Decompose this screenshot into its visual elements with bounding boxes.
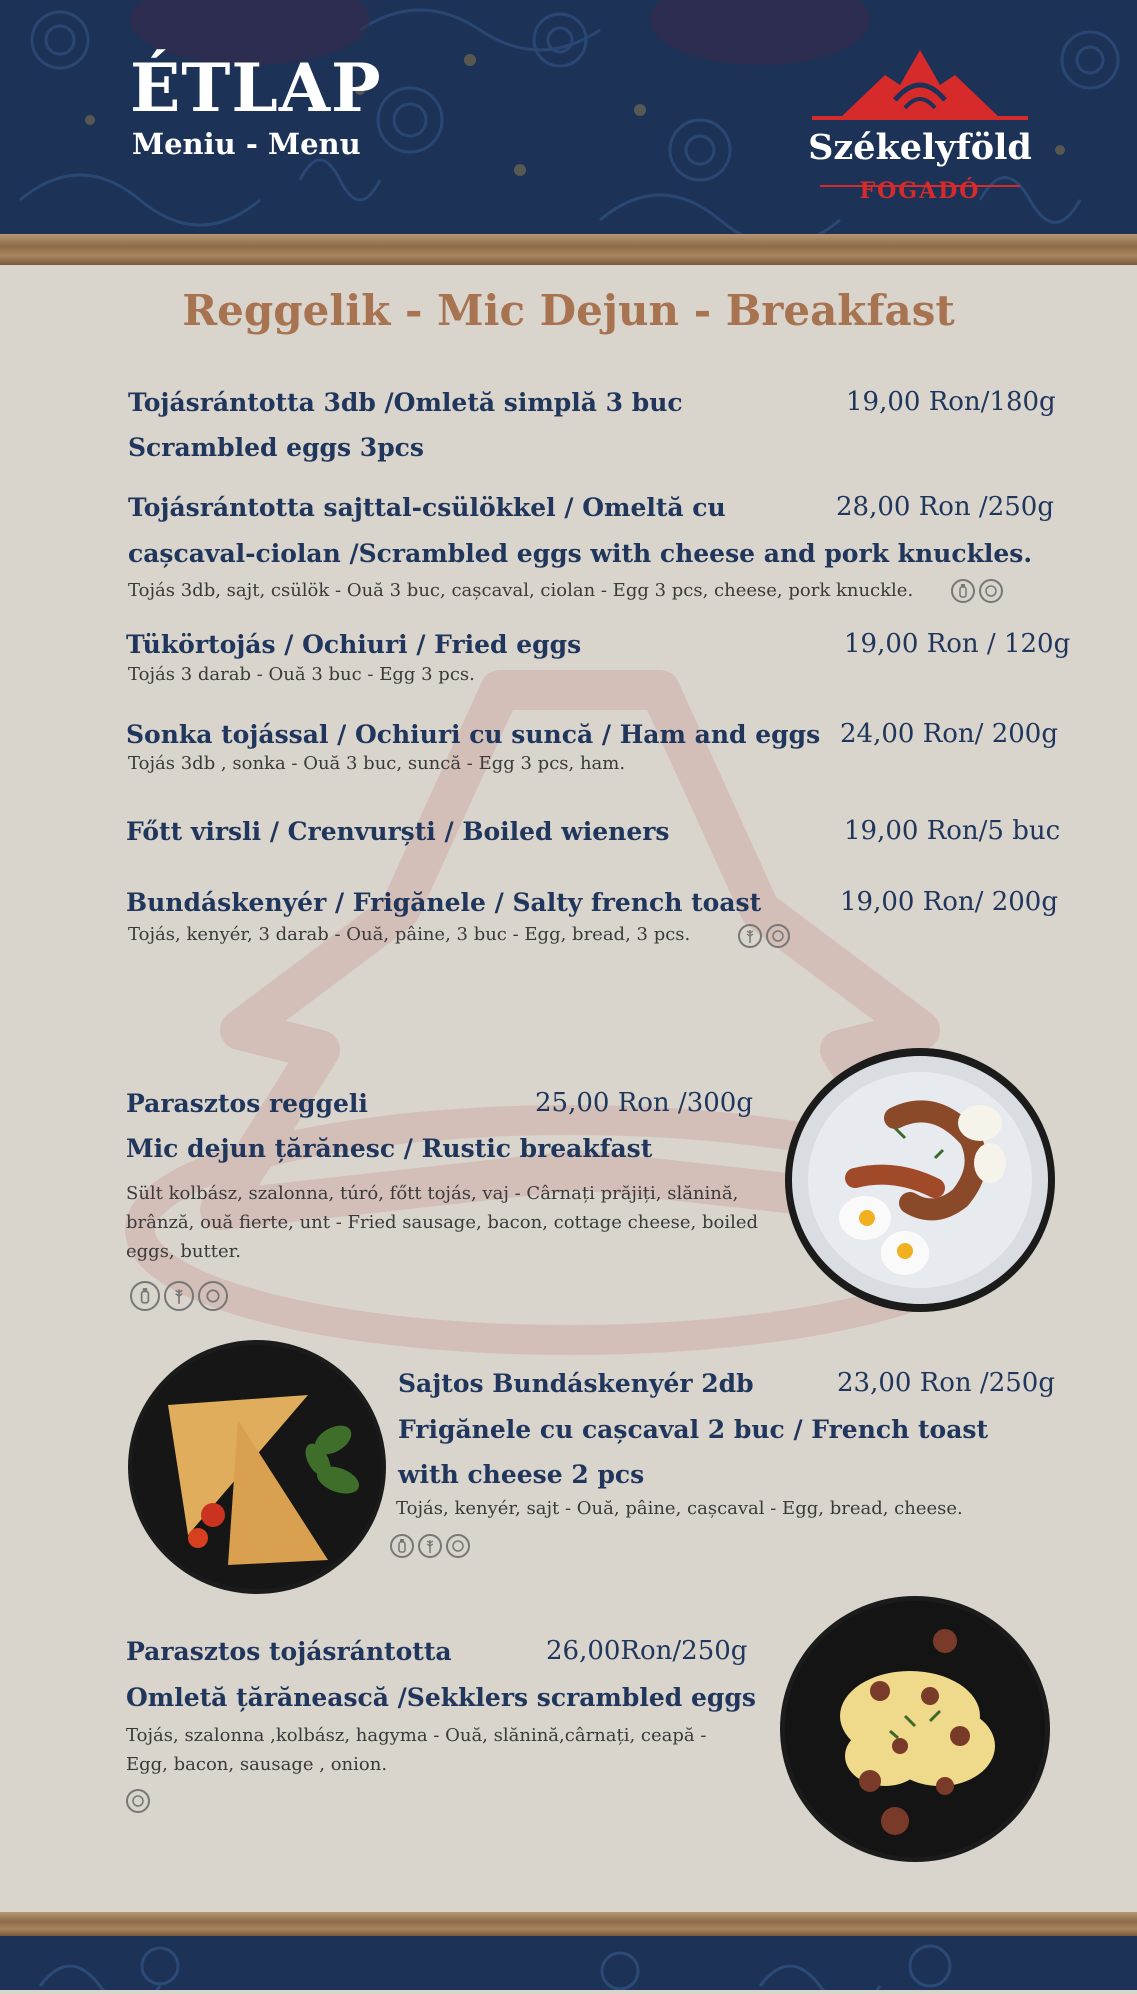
logo-subtitle: FOGADÓ — [859, 178, 981, 204]
item-2-name-line-1: Tojásrántotta sajttal-csülökkel / Omeltă cu — [128, 493, 726, 522]
plate-icon — [979, 579, 1003, 603]
item-5-name: Főtt virsli / Crenvurști / Boiled wieners — [126, 817, 670, 846]
item-7-name-line-1: Parasztos reggeli — [126, 1089, 368, 1118]
item-1-name-line-1: Tojásrántotta 3db /Omletă simplă 3 buc — [128, 388, 683, 417]
salt-shaker-icon — [390, 1534, 414, 1558]
plate-icon — [126, 1789, 150, 1813]
item-8-name-line-2: Frigănele cu cașcaval 2 buc / French toast — [398, 1415, 989, 1444]
section-title: Reggelik - Mic Dejun - Breakfast — [182, 286, 955, 335]
item-3-description: Tojás 3 darab - Ouă 3 buc - Egg 3 pcs. — [128, 664, 475, 685]
item-2-description: Tojás 3db, sajt, csülök - Ouă 3 buc, cașcaval, ciolan - Egg 3 pcs, cheese, pork knuckle. — [128, 580, 914, 601]
rustic-breakfast-photo — [785, 1048, 1055, 1312]
wood-divider-top — [0, 234, 1137, 265]
item-4-name: Sonka tojással / Ochiuri cu suncă / Ham and eggs — [126, 720, 821, 749]
item-8-name-line-1: Sajtos Bundáskenyér 2db — [398, 1369, 754, 1398]
item-8-price: 23,00 Ron /250g — [837, 1368, 1055, 1398]
footer-banner — [0, 1936, 1137, 1990]
item-6-allergen-icons — [738, 924, 790, 948]
item-7-description: Sült kolbász, szalonna, túró, főtt tojás, vaj - Cârnați prăjiți, slănină, brânză, ouă fierte, unt - Fried sausage, bacon, cottage cheese, boiled eggs, butter. — [126, 1183, 759, 1262]
item-7-name-line-2: Mic dejun țărănesc / Rustic breakfast — [126, 1134, 653, 1163]
salt-shaker-icon — [130, 1281, 160, 1311]
item-9-name-line-2: Omletă țărănească /Sekklers scrambled eggs — [126, 1683, 756, 1712]
item-9-allergen-icons — [126, 1789, 150, 1813]
header-banner — [0, 0, 1137, 234]
item-2-price: 28,00 Ron /250g — [836, 492, 1054, 522]
item-7-allergen-icons — [130, 1281, 228, 1311]
item-3-name: Tükörtojás / Ochiuri / Fried eggs — [126, 630, 582, 659]
item-9-name-line-1: Parasztos tojásrántotta — [126, 1637, 452, 1666]
wheat-icon — [164, 1281, 194, 1311]
item-6-description: Tojás, kenyér, 3 darab - Ouă, pâine, 3 buc - Egg, bread, 3 pcs. — [128, 924, 691, 945]
item-8-allergen-icons — [390, 1534, 470, 1558]
item-1-price: 19,00 Ron/180g — [846, 387, 1056, 417]
plate-icon — [198, 1281, 228, 1311]
menu-title: ÉTLAP — [130, 49, 382, 127]
item-4-price: 24,00 Ron/ 200g — [840, 719, 1058, 749]
french-toast-photo — [128, 1340, 386, 1594]
item-6-price: 19,00 Ron/ 200g — [840, 887, 1058, 917]
item-5-price: 19,00 Ron/5 buc — [844, 816, 1061, 846]
item-8-name-line-3: with cheese 2 pcs — [398, 1460, 645, 1489]
plate-icon — [766, 924, 790, 948]
folk-pattern-footer — [0, 1936, 1137, 1990]
item-9-price: 26,00Ron/250g — [546, 1636, 748, 1666]
item-1-name-line-2: Scrambled eggs 3pcs — [128, 433, 424, 462]
item-7-price: 25,00 Ron /300g — [535, 1088, 753, 1118]
item-6-name: Bundáskenyér / Frigănele / Salty french toast — [126, 888, 762, 917]
logo-name: Székelyföld — [808, 127, 1032, 168]
wood-divider-bottom — [0, 1912, 1137, 1936]
item-9-description: Tojás, szalonna ,kolbász, hagyma - Ouă, slănină,cârnați, ceapă - Egg, bacon, sausage , onion. — [126, 1725, 707, 1775]
scrambled-eggs-photo — [780, 1596, 1050, 1862]
item-4-description: Tojás 3db , sonka - Ouă 3 buc, suncă - Egg 3 pcs, ham. — [128, 753, 626, 774]
wheat-icon — [418, 1534, 442, 1558]
menu-subtitle: Meniu - Menu — [132, 127, 361, 161]
plate-icon — [446, 1534, 470, 1558]
wheat-icon — [738, 924, 762, 948]
salt-shaker-icon — [951, 579, 975, 603]
item-3-price: 19,00 Ron / 120g — [844, 629, 1071, 659]
item-8-description: Tojás, kenyér, sajt - Ouă, pâine, cașcaval - Egg, bread, cheese. — [396, 1498, 963, 1519]
item-2-name-line-2: cașcaval-ciolan /Scrambled eggs with cheese and pork knuckles. — [128, 539, 1033, 568]
item-2-allergen-icons — [951, 579, 1003, 603]
